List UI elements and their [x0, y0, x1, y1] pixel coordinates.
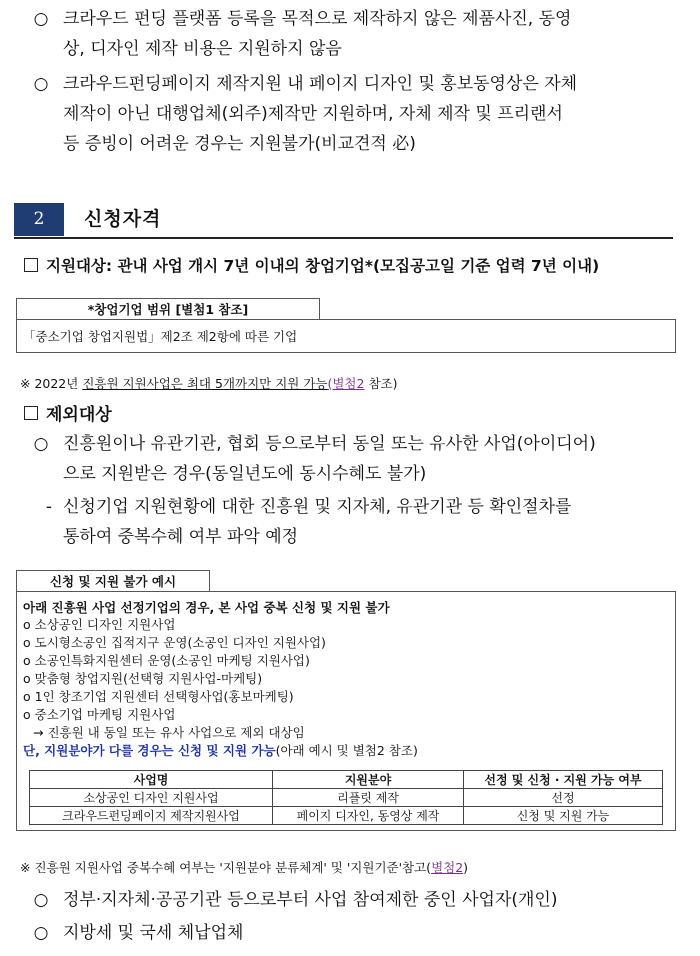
note-line: ※ 진흥원 지원사업 중복수혜 여부는 '지원분야 분류체계' 및 '지원기준'참고(별첨2) — [20, 860, 469, 875]
bullet-line: 통하여 중복수혜 여부 파악 예정 — [63, 527, 299, 547]
target-line — [24, 254, 599, 276]
appendix-link[interactable]: 별첨2 — [431, 860, 464, 875]
bullet-item — [30, 429, 680, 491]
list-item: o 맞춤형 창업지원(선택형 지원사업-마케팅) — [23, 671, 263, 686]
table-header-row: 사업명 지원분야 선정 및 신청 · 지원 가능 여부 — [30, 771, 663, 789]
arrow-line: → 진흥원 내 동일 또는 유사 사업으로 제외 대상임 — [33, 725, 305, 740]
startup-box-content: 「중소기업 창업지원법」제2조 제2항에 따른 기업 — [23, 329, 298, 344]
example-heading: 아래 진흥원 사업 선정기업의 경우, 본 사업 중복 신청 및 지원 불가 — [23, 600, 390, 615]
bullet-line: 크라우드 펀딩 플랫폼 등록을 목적으로 제작하지 않은 제품사진, 동영 — [63, 9, 572, 29]
bullet-item: ○ 정부·지자체·공공기관 등으로부터 사업 참여제한 중인 사업자(개인) — [30, 885, 680, 915]
circle-bullet-icon: ○ — [33, 434, 49, 454]
example-box — [16, 591, 676, 831]
bullet-item — [30, 4, 680, 66]
startup-box-tab: *창업기업 범위 [별첨1 참조] — [16, 298, 320, 320]
bullet-line: 등 증빙이 어려운 경우는 지원불가(비교견적 必) — [63, 134, 416, 154]
startup-box — [16, 319, 676, 353]
list-item: o 소상공인 디자인 지원사업 — [23, 617, 176, 632]
list-item: o 1인 창조기업 지원센터 선택형사업(홍보마케팅) — [23, 689, 294, 704]
bullet-line: 제작이 아닌 대행업체(외주)제작만 지원하며, 자체 제작 및 프리랜서 — [63, 104, 563, 124]
list-item: o 소공인특화지원센터 운영(소공인 마케팅 지원사업) — [23, 653, 310, 668]
table-row: 크라우드펀딩페이지 제작지원사업 페이지 디자인, 동영상 제작 신청 및 지원 가능 — [30, 807, 663, 825]
example-list — [23, 616, 418, 760]
list-item: o 도시형소공인 집적지구 운영(소공인 디자인 지원사업) — [23, 635, 326, 650]
example-table — [29, 770, 663, 825]
list-item: o 중소기업 마케팅 지원사업 — [23, 707, 176, 722]
dash-item — [38, 492, 678, 554]
appendix-link[interactable]: (별첨2 — [327, 376, 365, 391]
circle-bullet-icon: ○ — [33, 890, 49, 910]
circle-bullet-icon: ○ — [33, 923, 49, 943]
section-number: 2 — [14, 203, 64, 236]
blue-note: 단, 지원분야가 다를 경우는 신청 및 지원 가능(아래 예시 및 별첨2 참조) — [23, 743, 418, 758]
bullet-line: 진흥원이나 유관기관, 협회 등으로부터 동일 또는 유사한 사업(아이디어) — [63, 434, 596, 454]
dash-bullet-icon: - — [45, 497, 53, 517]
circle-bullet-icon: ○ — [33, 74, 49, 94]
exclusion-heading: 제외대상 — [24, 400, 112, 425]
circle-bullet-icon: ○ — [33, 9, 49, 29]
bullet-line: 상, 디자인 제작 비용은 지원하지 않음 — [63, 39, 342, 59]
bullet-line: 으로 지원받은 경우(동일년도에 동시수혜도 불가) — [63, 464, 427, 484]
bullet-line: 신청기업 지원현황에 대한 진흥원 및 지자체, 유관기관 등 확인절차를 — [63, 497, 572, 517]
section-divider — [14, 237, 673, 239]
table-row: 소상공인 디자인 지원사업 리플릿 제작 선정 — [30, 789, 663, 807]
section-title: 신청자격 — [84, 208, 162, 230]
note-line: ※ 2022년 진흥원 지원사업은 최대 5개까지만 지원 가능(별첨2 참조) — [20, 376, 398, 391]
bullet-item — [30, 69, 680, 161]
checkbox-square-icon — [24, 258, 38, 272]
target-label: 지원대상: 관내 사업 개시 7년 이내의 창업기업*(모집공고일 기준 업력 7년 이내) — [46, 257, 600, 275]
example-box-tab: 신청 및 지원 불가 예시 — [16, 570, 210, 592]
checkbox-square-icon — [24, 406, 38, 420]
bullet-line: 크라우드펀딩페이지 제작지원 내 페이지 디자인 및 홍보동영상은 자체 — [63, 74, 578, 94]
bullet-item: ○ 지방세 및 국세 체납업체 — [30, 918, 680, 948]
